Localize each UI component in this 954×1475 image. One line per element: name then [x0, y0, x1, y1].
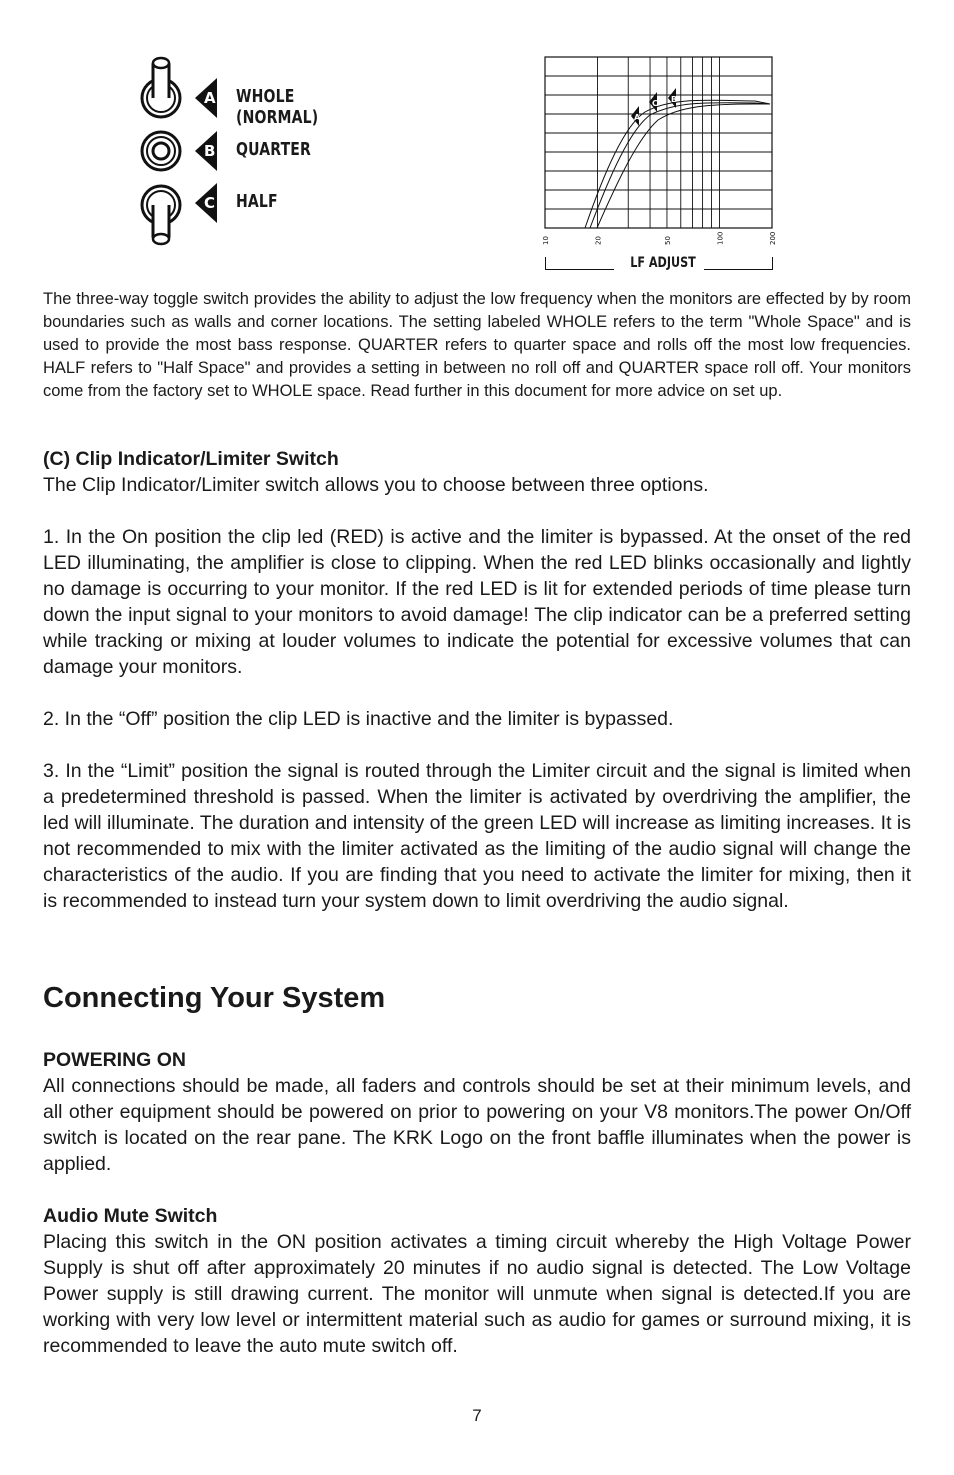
x-tick-label: 100 [716, 231, 725, 245]
x-axis-bracket-right [704, 257, 773, 270]
powering-heading: POWERING ON [43, 1049, 187, 1071]
label-whole-normal: WHOLE (NORMAL) [236, 86, 319, 128]
x-axis-bracket-left [545, 257, 614, 270]
grid-vertical [598, 57, 720, 228]
clip-item-1: 1. In the On position the clip led (RED) is active and the limiter is bypassed. At the onset of the red LED illuminating, the amplifier is close to clipping. When the red LED blinks occasionally and lightly no damage is occurring to your monitor. If the red LED is lit for extended periods of time please turn down the input signal to your monitors to avoid damage! The clip indicator can be a preferred setting while tracking or mixing at louder volumes to indicate the potential for excessive volumes that can damage your monitors. [43, 526, 911, 678]
mute-heading: Audio Mute Switch [43, 1205, 218, 1227]
marker-label-c: C [652, 99, 658, 108]
marker-label-b: B [671, 95, 678, 104]
clip-item-3: 3. In the “Limit” position the signal is routed through the Limiter circuit and the signal is limited when a predetermined threshold is passed. When the limiter is activated by overdriving the amplifier, the led will illuminate. The duration and intensity of the green LED will increase as limiting increases. It is not recommended to mix with the limiter activated as the limiting of the audio signal will change the characteristics of the audio. If you are finding that you need to activate the limiter for mixing, then it is recommended to instead turn your system down to limit overdriving the audio signal. [43, 760, 911, 912]
toggle-down-icon [142, 186, 180, 244]
page-number: 7 [472, 1406, 482, 1425]
x-tick-label: 50 [663, 236, 672, 245]
chart-frame [545, 57, 772, 228]
label-half: HALF [236, 191, 278, 212]
x-tick-label: 10 [542, 236, 550, 245]
x-axis-label: LF ADJUST [630, 255, 696, 271]
toggle-switch-figure [135, 50, 395, 255]
powering-text: All connections should be made, all faders and controls should be set at their minimum levels, and all other equipment should be powered on prior to powering on your V8 monitors.The power On/Off switch is located on the rear pane. The KRK Logo on the front baffle illuminates when the power is applied. [43, 1075, 911, 1175]
mute-section [43, 1203, 911, 1359]
lf-adjust-chart [530, 50, 790, 280]
clip-lead: The Clip Indicator/Limiter switch allows you to choose between three options. [43, 474, 709, 496]
toggle-center-icon [142, 132, 180, 170]
x-tick-label: 20 [594, 236, 603, 245]
x-tick-label: 200 [769, 231, 777, 245]
tag-letter-c: C [204, 194, 216, 212]
powering-section [43, 1047, 911, 1177]
tag-letter-a: A [204, 89, 216, 107]
clip-section [43, 446, 911, 914]
toggle-description: The three-way toggle switch provides the ability to adjust the low frequency when the monitors are effected by by room boundaries such as walls and corner locations. The setting labeled WHOLE refers to the term "Whole Space" and is used to provide the most bass response. QUARTER refers to quarter space and rolls off the most low frequencies. HALF refers to "Half Space" and provides a setting in between no roll off and QUARTER space roll off. Your monitors come from the factory set to WHOLE space. Read further in this document for more advice on set up. [43, 290, 911, 400]
connecting-heading: Connecting Your System [43, 982, 386, 1014]
clip-heading: (C) Clip Indicator/Limiter Switch [43, 448, 339, 470]
toggle-up-icon [142, 58, 180, 117]
label-quarter: QUARTER [236, 139, 312, 160]
x-tick-labels [542, 232, 777, 245]
lf-chart-svg [530, 50, 790, 250]
marker-label-a: A [634, 113, 641, 122]
clip-item-2: 2. In the “Off” position the clip LED is inactive and the limiter is bypassed. [43, 708, 674, 730]
grid-horizontal [545, 76, 772, 209]
mute-text: Placing this switch in the ON position activates a timing circuit whereby the High Voltage Power Supply is shut off after approximately 20 minutes if no audio signal is detected. The Low Voltage Power supply is still drawing current. The monitor will unmute when signal is detected.If you are working with very low level or intermittent material such as audio for games or surround mixing, it is recommended to leave the auto mute switch off. [43, 1231, 911, 1357]
tag-letter-b: B [204, 142, 216, 160]
